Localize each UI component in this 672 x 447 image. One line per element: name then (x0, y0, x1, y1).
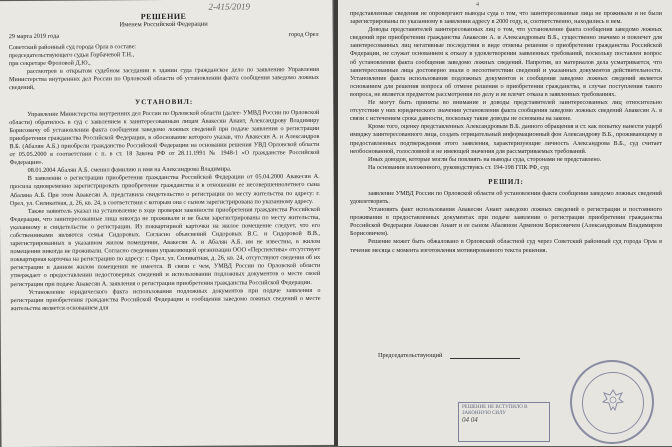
body-paragraph: 08.01.2004 Абалян А.Б. сменил фамилию и имя на Александрова Владимира. (27, 165, 232, 175)
signature-line (450, 358, 520, 359)
date-city-row (9, 31, 319, 40)
decision-paragraph: Установить факт использования Авакесян Анаит заведомо ложных сведений о регистрации и постоянного проживания в предоставленных документах при подаче заявления о регистрации приобретения гражданства Российской Федерации Авакесян Анаит и ее сыном Абаляном Арменом Борисовичем (Александровым Владимиром Борисовичем). (350, 206, 662, 238)
body-paragraph: Не могут быть приняты во внимание и доводы представителей заинтересованных лиц относительно отсутствия у них юридического значения установления факта сообщения заведомо ложных сведений Авакесян А. в связи с истечением срока давности, поскольку такие доводы не основаны на законе. (350, 99, 662, 123)
page-number: 4 (476, 2, 479, 8)
handwritten-case-number: 2-415/2019 (208, 1, 251, 12)
right-document-page (338, 0, 672, 446)
intro-line: при секретаре Фроловой Д.Ю., (8, 59, 91, 68)
decision-paragraph: заявление УМВД России по Орловской области об установлении факта сообщения заведомо ложных сведений удовлетворить. (350, 189, 662, 205)
intro-line: Советский районный суд города Орла в составе: (8, 43, 137, 52)
body-paragraph: Доводы представителей заинтересованных лиц о том, что установление факта сообщения заведомо ложных сведений при приобретении гражданства Авакесян А. и Александровым В.Б., существенно значимо и повлечет для заинтересованных лиц негативные последствия в виде отмены решения о приобретении гражданства Российской Федерации, не служат основанием к отказу в удовлетворении заявленных требований, поскольку поставлен вопрос об установлении факта сообщения заведомо ложных сведений. Напротив, из материалов дела усматривается, что заинтересованные лица достоверно знали о несоответствии сведений и указанных документов действительности. Установление факта использования подложных документов и сообщения заведомо ложных сведений является основанием для решения вопроса об отмене решения о приобретении гражданства, в случае поступления такого вопроса, не является предметом рассмотрения по делу и не влечет отказа в заявленных требованиях. (350, 26, 662, 98)
document-title: РЕШЕНИЕ (140, 11, 187, 22)
validity-stamp-handwriting: 04 04 (462, 416, 478, 424)
document-subtitle: Именем Российской Федерации (119, 20, 208, 29)
document-city: город Орел (288, 30, 319, 39)
intro-line: рассмотрев в открытом судебном заседании в здании суда гражданское дело по заявлению Управления Министерства внутренних дел России по Орловской области об установлении факта сообщения заведомо ложных сведений, (8, 66, 320, 92)
body-paragraph: На основании изложенного, руководствуясь ст. 194-198 ГПК РФ, суд (368, 163, 549, 171)
eagle-emblem-icon (598, 386, 628, 416)
decision-paragraph: Решение может быть обжаловано в Орловский областной суд через Советский районный суд города Орла в течение месяца с момента изготовления мотивированного текста решения. (350, 238, 662, 254)
signature-label: Председательствующий (378, 352, 443, 359)
intro-line: председательствующего судьи Горбачевой Т.Н., (8, 51, 135, 60)
body-paragraph: В заявлении о регистрации приобретения гражданства Российской Федерации от 05.04.2000 Авакесян А. просила одновременно зарегистрировать приобретение гражданства и в отношении ее несовершеннолетнего сына Абаляна А.Б. При этом Авакесян А. представила свидетельство о регистрации по месту жительства по адресу: г. Орел, ул. Силикатная, д. 26, кв. 24, в соответствии с которым она с сыном зарегистрирована по указанному адресу. (9, 173, 320, 207)
section-heading: РЕШИЛ: (488, 177, 524, 186)
validity-stamp-text: РЕШЕНИЕ НЕ ВСТУПИЛО В ЗАКОННУЮ СИЛУ (462, 405, 528, 416)
document-date: 29 марта 2019 года (8, 32, 60, 41)
validity-stamp (458, 402, 550, 442)
body-paragraph: Кроме того, оценку представленных Александровым В.Б. данного обращения и ст. как попытку нанести ущерб имиджу заинтересованного лица, создать отрицательный информационный фон Александрову В.Б., проживающему в предоставленных подтверждения этого заявления, характеризующие личность Александрова В.Б., суд считает необоснованной, голословной и не имеющей значения для рассматриваемых требований. (350, 123, 662, 155)
body-paragraph: Также заявитель указал на установление в ходе проверки законности приобретения гражданства Российской Федерации, что заинтересованные лица никогда не проживали и не были зарегистрированы по месту жительства, указанному в свидетельстве о регистрации. Из поквартирной карточки на жилое помещение следует, что его собственниками являются семья Сидоровых. Согласно объяснений Сидоровых В.С. и Сидоровой В.В., зарегистрированных в указанном жилом помещении, Авакесян А. и Абалян А.Б. им не известны, в жилом помещении никогда не проживали. Согласно сведениям управляющей организации ООО «Перспектива» отсутствует поквартирная карточка на регистрацию по адресу: г. Орел, ул. Силикатная, д. 26, кв. 24, отсутствуют сведения об их регистрации в данном жилом помещении не имеется. В связи с чем, УМВД России по Орловской области утверждает о предоставлении недостоверных сведений и использовании подложных документов о месте своей регистрации при подаче Авакесян А. заявления о регистрации приобретения гражданства Российской Федерации. (9, 205, 321, 288)
section-heading: УСТАНОВИЛ: (135, 97, 194, 106)
court-seal-stamp (570, 360, 654, 444)
body-paragraph: Иных доводов, которые могли бы повлиять на выводы суда, сторонами не представлено. (368, 155, 602, 163)
body-paragraph: представленные сведения не опровергают выводы суда о том, что заинтересованные лица не проживали и не были зарегистрированы по указанному в заявлении адресу в 2000 году, и, соответственно, находились в нем. (350, 10, 662, 26)
body-paragraph: Установление юридического факта использования подложных документов при подаче заявления о регистрации приобретения гражданства Российской Федерации и сообщения заведомо ложных сведений о месте жительства является основанием для (10, 286, 321, 312)
signature-block (378, 352, 520, 359)
body-paragraph: Управление Министерства внутренних дел России по Орловской области (далее- УМВД России по Орловской области) обратилось в суд с заявлением к заинтересованным лицам Авакесян Анаит, Александрову Владимиру Борисовичу об установлении факта сообщения заведомо ложных сведений при подаче заявления о регистрации приобретения гражданства Российской Федерации, в обоснование которого указав, что Авакесян А. и Александров В.Б. (Абалян А.Б.) приобрели гражданство Российской Федерации на основании решения УВД Орловской области от 05.05.2000 в соответствии с п. в ст. 18 Закона РФ от 28.11.1991 № 1948-1 «О гражданстве Российской Федерации». (9, 108, 320, 167)
